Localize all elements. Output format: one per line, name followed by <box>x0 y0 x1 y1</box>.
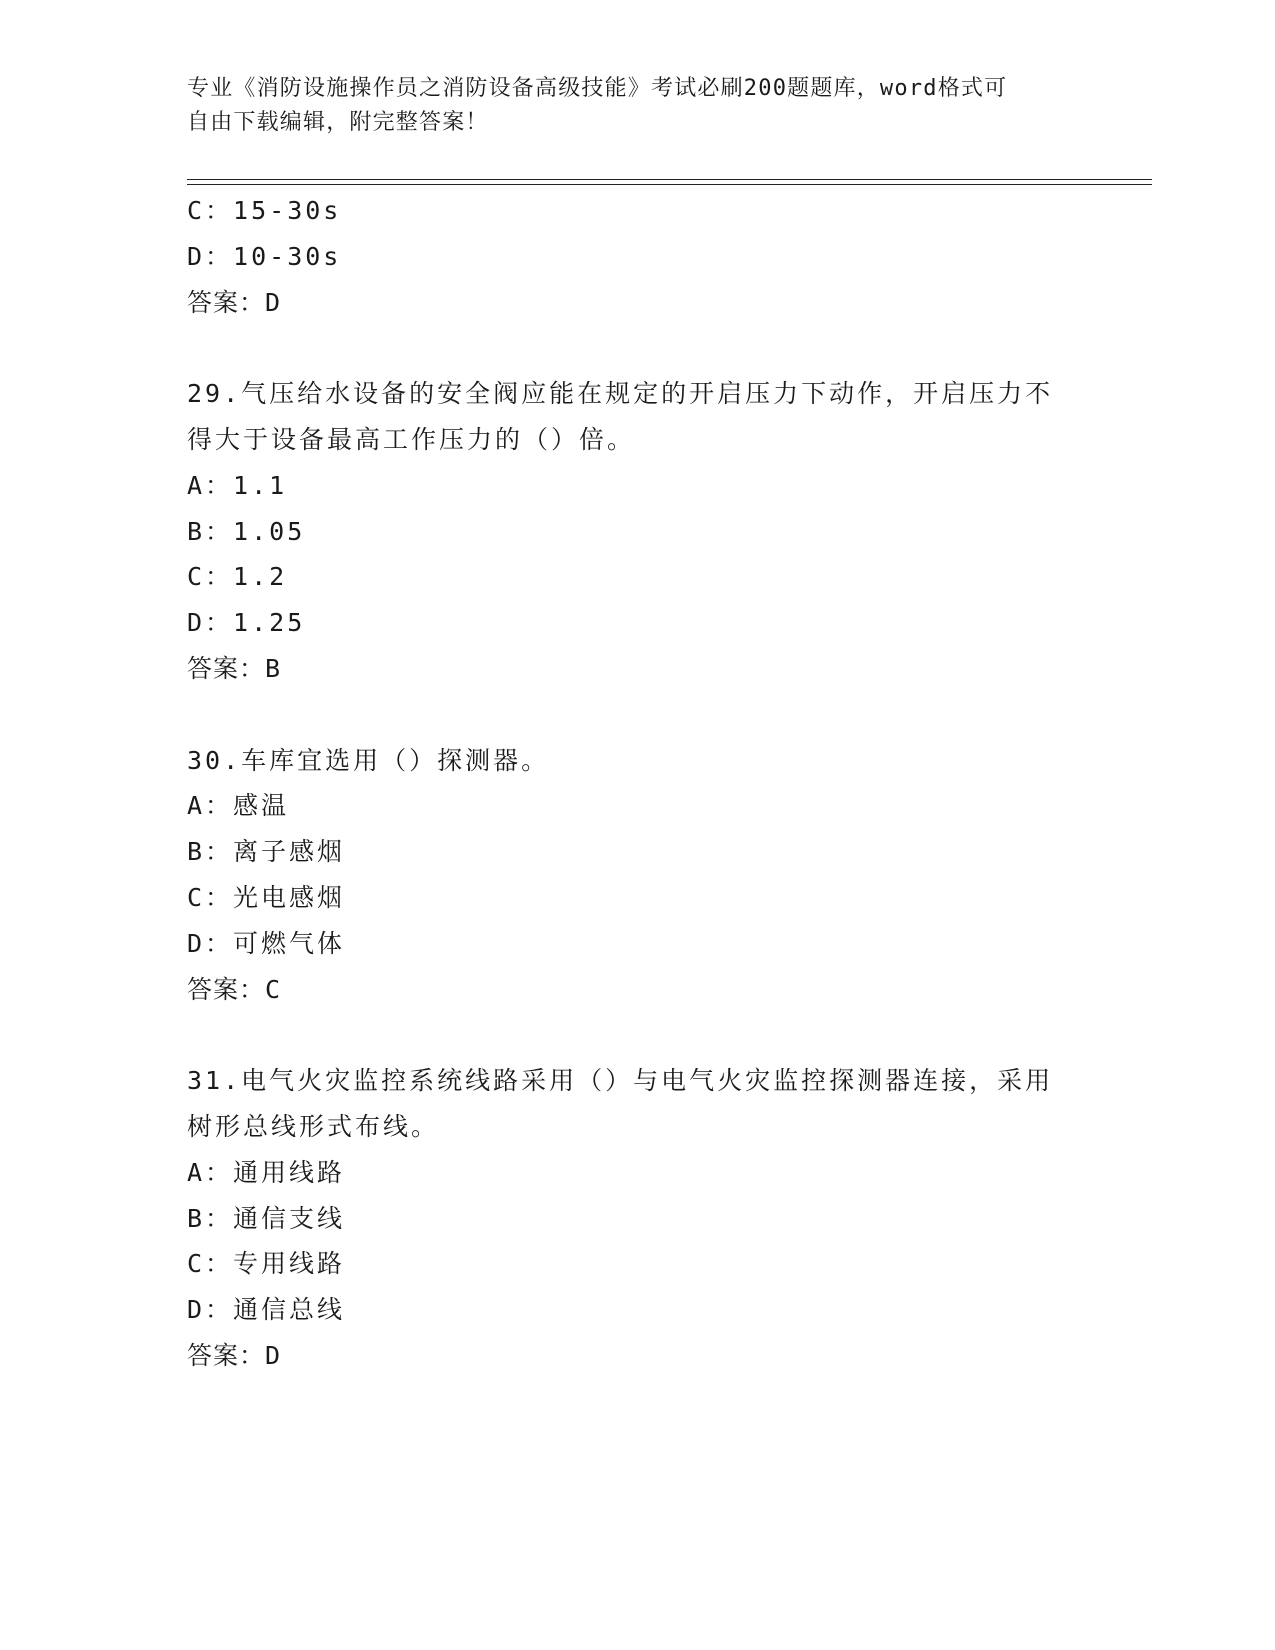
question-text-line: 30.车库宜选用（）探测器。 <box>187 745 550 775</box>
header-divider-bottom <box>187 184 1152 185</box>
option-d: D：可燃气体 <box>187 928 346 958</box>
question-text-line: 树形总线形式布线。 <box>187 1111 440 1141</box>
question-30 <box>187 738 1087 1013</box>
document-header <box>187 72 1067 140</box>
option-c: C：光电感烟 <box>187 882 346 912</box>
option-a: A：1.1 <box>187 470 288 500</box>
document-body <box>187 188 1087 1379</box>
option-c: C：15-30s <box>187 196 342 225</box>
option-c: C：1.2 <box>187 562 288 592</box>
question-text-line: 31.电气火灾监控系统线路采用（）与电气火灾监控探测器连接，采用 <box>187 1066 1054 1096</box>
spacer <box>187 1012 1087 1058</box>
answer-line: 答案：D <box>187 287 282 317</box>
option-b: B：通信支线 <box>187 1203 346 1233</box>
option-b: B：1.05 <box>187 516 306 546</box>
option-d: D：1.25 <box>187 608 306 638</box>
answer-line: 答案：D <box>187 1340 282 1370</box>
answer-line: 答案：B <box>187 653 282 683</box>
partial-question <box>187 188 1087 325</box>
option-c: C：专用线路 <box>187 1249 346 1279</box>
answer-line: 答案：C <box>187 974 282 1004</box>
spacer <box>187 692 1087 738</box>
question-text-line: 29.气压给水设备的安全阀应能在规定的开启压力下动作，开启压力不 <box>187 379 1054 409</box>
question-text-line: 得大于设备最高工作压力的（）倍。 <box>187 424 636 454</box>
header-line-2: 自由下载编辑，附完整答案！ <box>187 110 489 135</box>
option-d: D：10-30s <box>187 241 342 271</box>
option-d: D：通信总线 <box>187 1295 346 1325</box>
question-31 <box>187 1058 1087 1379</box>
option-a: A：通用线路 <box>187 1157 346 1187</box>
option-b: B：离子感烟 <box>187 837 346 867</box>
header-divider-top <box>187 179 1152 180</box>
spacer <box>187 325 1087 371</box>
header-line-1: 专业《消防设施操作员之消防设备高级技能》考试必刷200题题库，word格式可 <box>187 76 1008 101</box>
option-a: A：感温 <box>187 791 290 821</box>
question-29 <box>187 371 1087 692</box>
